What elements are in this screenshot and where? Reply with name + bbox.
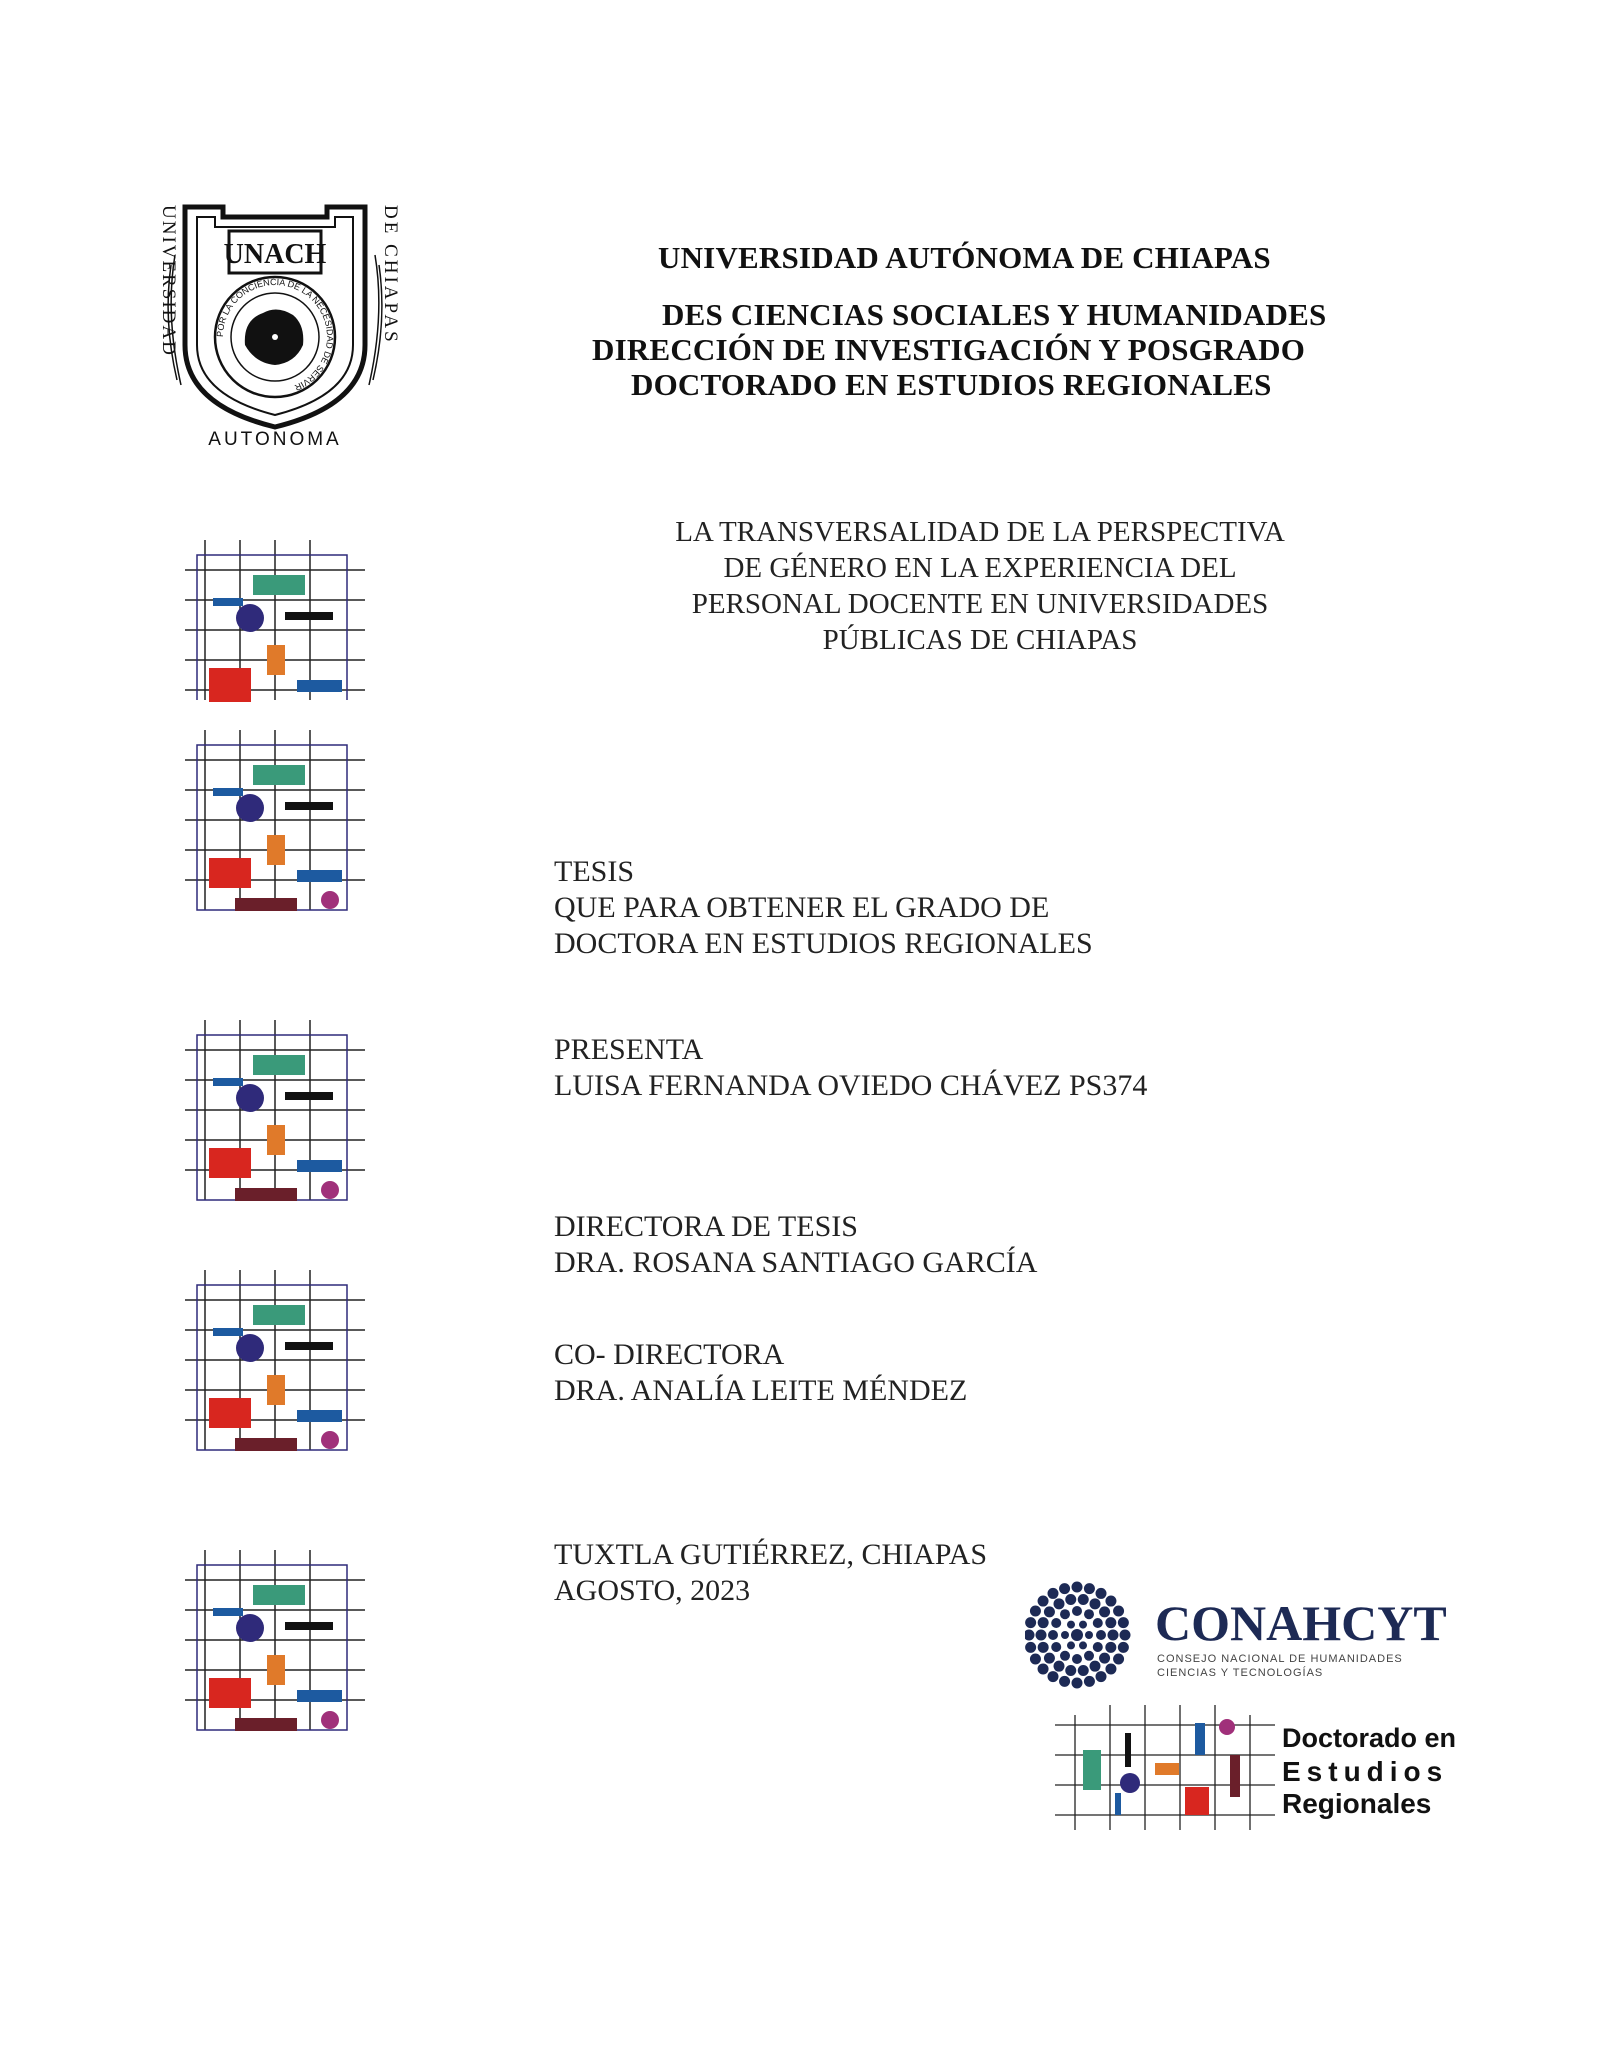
conahcyt-dot: [1113, 1654, 1124, 1665]
conahcyt-dot: [1059, 1676, 1070, 1687]
conahcyt-dot: [1048, 1630, 1058, 1640]
conahcyt-dot: [1060, 1609, 1070, 1619]
conahcyt-dot: [1079, 1621, 1087, 1629]
conahcyt-dot: [1065, 1594, 1076, 1605]
conahcyt-dot: [1079, 1641, 1087, 1649]
conahcyt-dot: [1099, 1606, 1110, 1617]
author-label: PRESENTA: [554, 1033, 704, 1066]
conahcyt-dot: [1065, 1665, 1076, 1676]
codirector-label: CO- DIRECTORA: [554, 1338, 785, 1371]
conahcyt-dot: [1084, 1583, 1095, 1594]
conahcyt-dot: [1038, 1642, 1049, 1653]
logo-bottom-text: AUTONOMA: [208, 429, 342, 445]
conahcyt-dot: [1036, 1630, 1047, 1641]
conahcyt-dot: [1038, 1596, 1049, 1607]
logo-right-text: DE CHIAPAS: [380, 205, 401, 345]
director-label: DIRECTORA DE TESIS: [554, 1210, 858, 1243]
strip-tile: [185, 1270, 365, 1451]
conahcyt-dot: [1078, 1665, 1089, 1676]
conahcyt-emblem: [1025, 1582, 1131, 1689]
codirector-name: DRA. ANALÍA LEITE MÉNDEZ: [554, 1374, 968, 1407]
des-name: DES CIENCIAS SOCIALES Y HUMANIDADES: [662, 297, 1327, 332]
conahcyt-dot: [1025, 1630, 1035, 1641]
conahcyt-subtitle-2: CIENCIAS Y TECNOLOGÍAS: [1157, 1667, 1324, 1679]
conahcyt-dot: [1084, 1651, 1094, 1661]
conahcyt-dot: [1072, 1654, 1082, 1664]
conahcyt-dot: [1105, 1596, 1116, 1607]
conahcyt-dot: [1072, 1606, 1082, 1616]
title-line-2: DE GÉNERO EN LA EXPERIENCIA DEL: [723, 552, 1237, 584]
decorative-strip: [185, 540, 370, 1840]
doctorado-line-2: Estudios: [1282, 1756, 1449, 1787]
unach-logo: [145, 195, 405, 445]
university-name: UNIVERSIDAD AUTÓNOMA DE CHIAPAS: [658, 240, 1271, 275]
conahcyt-dot: [1084, 1609, 1094, 1619]
conahcyt-dot: [1096, 1630, 1106, 1640]
title-line-4: PÚBLICAS DE CHIAPAS: [822, 624, 1138, 656]
conahcyt-dot: [1093, 1618, 1103, 1628]
logo-motto: POR LA CONCIENCIA DE LA NECESIDAD DE SERVIR: [214, 276, 336, 393]
place: TUXTLA GUTIÉRREZ, CHIAPAS: [554, 1538, 988, 1571]
conahcyt-dot: [1044, 1606, 1055, 1617]
title-line-3: PERSONAL DOCENTE EN UNIVERSIDADES: [691, 588, 1269, 620]
conahcyt-dot: [1038, 1617, 1049, 1628]
doctorado-line-3: Regionales: [1282, 1788, 1432, 1819]
conahcyt-dot: [1118, 1617, 1129, 1628]
director-name: DRA. ROSANA SANTIAGO GARCÍA: [554, 1246, 1038, 1279]
program-name: DOCTORADO EN ESTUDIOS REGIONALES: [631, 367, 1272, 402]
conahcyt-dot: [1072, 1678, 1083, 1689]
title-line-1: LA TRANSVERSALIDAD DE LA PERSPECTIVA: [675, 516, 1285, 548]
conahcyt-dot: [1025, 1642, 1036, 1653]
strip-tile: [185, 1020, 365, 1201]
strip-tile: [185, 730, 365, 911]
conahcyt-dot: [1051, 1642, 1061, 1652]
logo-acronym: UNACH: [223, 239, 327, 270]
doctorado-logo: [1055, 1705, 1475, 1835]
strip-tile: [185, 1550, 365, 1731]
conahcyt-dot: [1108, 1630, 1119, 1641]
doctorado-line-1: Doctorado en: [1282, 1723, 1457, 1753]
conahcyt-dot: [1118, 1642, 1129, 1653]
conahcyt-dot: [1096, 1671, 1107, 1682]
conahcyt-dot: [1067, 1621, 1075, 1629]
conahcyt-dot: [1059, 1583, 1070, 1594]
conahcyt-dot: [1105, 1617, 1116, 1628]
conahcyt-dot: [1054, 1661, 1065, 1672]
logo-left-text: UNIVERSIDAD: [158, 205, 179, 357]
conahcyt-dot: [1078, 1594, 1089, 1605]
conahcyt-dot: [1025, 1617, 1036, 1628]
conahcyt-dot: [1113, 1606, 1124, 1617]
conahcyt-dot: [1099, 1653, 1110, 1664]
conahcyt-dot: [1072, 1582, 1083, 1593]
conahcyt-dot: [1048, 1671, 1059, 1682]
conahcyt-dot: [1061, 1631, 1069, 1639]
thesis-purpose-1: QUE PARA OBTENER EL GRADO DE: [554, 891, 1050, 924]
conahcyt-dot: [1093, 1642, 1103, 1652]
author-name: LUISA FERNANDA OVIEDO CHÁVEZ PS374: [554, 1069, 1148, 1102]
conahcyt-subtitle-1: CONSEJO NACIONAL DE HUMANIDADES: [1157, 1653, 1403, 1665]
conahcyt-logo: [1025, 1580, 1465, 1690]
conahcyt-dot: [1105, 1642, 1116, 1653]
conahcyt-dot: [1030, 1606, 1041, 1617]
conahcyt-dot: [1038, 1663, 1049, 1674]
conahcyt-dot: [1030, 1654, 1041, 1665]
conahcyt-dot: [1051, 1618, 1061, 1628]
direction-name: DIRECCIÓN DE INVESTIGACIÓN Y POSGRADO: [592, 332, 1306, 367]
conahcyt-dot: [1071, 1629, 1083, 1641]
conahcyt-name: CONAHCYT: [1155, 1595, 1447, 1651]
conahcyt-dot: [1085, 1631, 1093, 1639]
date: AGOSTO, 2023: [554, 1574, 751, 1607]
conahcyt-dot: [1090, 1598, 1101, 1609]
thesis-label: TESIS: [554, 855, 635, 888]
conahcyt-dot: [1096, 1588, 1107, 1599]
conahcyt-dot: [1084, 1676, 1095, 1687]
conahcyt-dot: [1048, 1588, 1059, 1599]
conahcyt-dot: [1105, 1663, 1116, 1674]
conahcyt-dot: [1120, 1630, 1131, 1641]
conahcyt-dot: [1067, 1641, 1075, 1649]
thesis-purpose-2: DOCTORA EN ESTUDIOS REGIONALES: [554, 927, 1093, 960]
conahcyt-dot: [1090, 1661, 1101, 1672]
conahcyt-dot: [1044, 1653, 1055, 1664]
conahcyt-dot: [1054, 1598, 1065, 1609]
conahcyt-dot: [1060, 1651, 1070, 1661]
